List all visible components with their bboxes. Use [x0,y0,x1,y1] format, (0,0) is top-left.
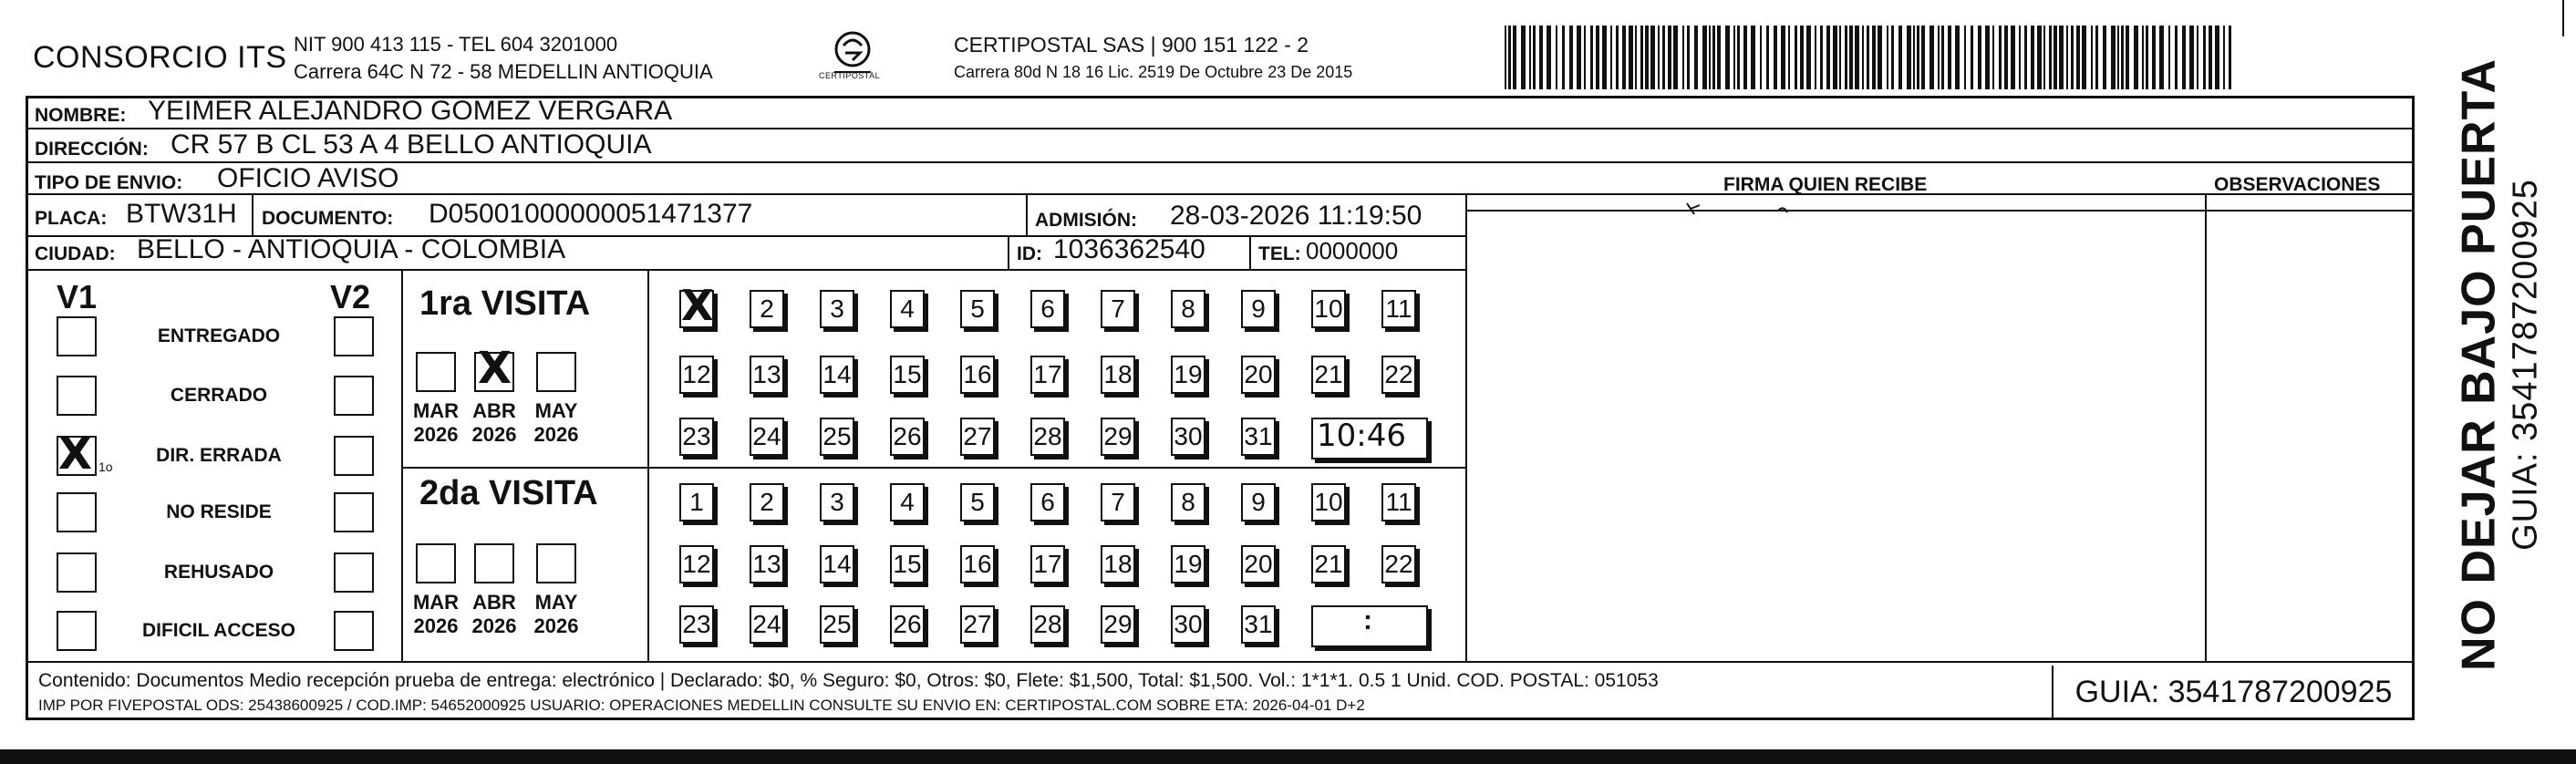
barcode-bar [1820,26,1823,89]
v1-day-box[interactable]: 11 [1381,290,1416,328]
v2-day-box[interactable]: 27 [960,605,995,644]
month-year: 2026 [413,614,459,637]
direccion-value: CR 57 B CL 53 A 4 BELLO ANTIOQUIA [171,129,652,160]
barcode-bar [1971,26,1973,89]
v1-day-box[interactable]: 4 [890,290,925,328]
barcode-bar [1533,26,1536,89]
id-label: ID: [1017,243,1042,264]
barcode-bar [1682,26,1684,89]
v2-day-box[interactable]: 6 [1030,483,1065,521]
direccion-label: DIRECCIÓN: [35,139,149,160]
v2-checkbox[interactable] [334,376,374,416]
barcode-bar [1539,26,1543,89]
barcode-bar [1992,26,1994,89]
v2-day-box[interactable]: 2 [750,483,784,521]
barcode-bar [1917,26,1919,89]
v1-checkbox[interactable] [57,611,97,651]
v2-day-box[interactable]: 7 [1101,483,1135,521]
v1-day-box[interactable]: 13 [750,356,784,394]
barcode-bar [1658,26,1660,89]
barcode-bar [2082,26,2086,89]
barcode-bar [1556,26,1557,89]
v1-checkbox[interactable] [57,552,97,593]
v1-mark-icon: X [58,428,93,480]
barcode-bar [1508,26,1511,89]
company-name: CONSORCIO ITS [33,40,287,75]
carrier-address: Carrera 80d N 18 16 Lic. 2519 De Octubre 23 De 2015 [954,63,1353,81]
v1-day-box[interactable]: 12 [679,356,714,394]
barcode-bar [2043,26,2045,89]
nombre-label: NOMBRE: [35,105,127,126]
placa-label: PLACA: [35,208,108,229]
v2-day-box[interactable]: 4 [890,483,925,521]
barcode-bar [1635,26,1637,89]
barcode-bar [1938,26,1940,89]
barcode-bar [1547,26,1551,89]
barcode-bar [2117,26,2119,89]
tel-label: TEL: [1258,243,1301,264]
barcode-bar [1645,26,1649,89]
month-mark-icon: X [478,343,512,394]
barcode-bar [1577,26,1581,89]
barcode-bar [1833,26,1837,89]
month-year: 2026 [533,614,579,637]
company-info [294,31,713,86]
v1-day-box[interactable]: 29 [1101,418,1135,456]
barcode-bar [1673,26,1678,89]
month-year: 2026 [413,423,459,446]
v1-day-box[interactable]: 15 [890,356,925,394]
barcode-bar [2142,26,2144,89]
barcode-bar [1978,26,1981,89]
v2-checkbox[interactable] [334,552,374,593]
logo-wordmark: CERTIPOSTAL [819,71,881,80]
month-year: 2026 [471,614,517,637]
barcode-bar [1610,26,1612,89]
barcode-bar [2209,26,2212,89]
barcode-bar [1941,26,1944,89]
barcode-bar [1781,26,1785,89]
v1-month-checkbox[interactable] [536,352,576,392]
v2-day-box[interactable]: 16 [960,545,995,583]
barcode-bar [2076,26,2080,89]
barcode-bar [1513,26,1516,89]
barcode-bar [1872,26,1876,89]
v2-day-box[interactable]: 15 [890,545,925,583]
v1-day-box[interactable]: 19 [1171,356,1205,394]
v2-day-box[interactable]: 28 [1030,605,1065,644]
status-label: REHUSADO [163,562,274,583]
v1-day-box[interactable]: 9 [1241,290,1276,328]
v2-day-box[interactable]: 9 [1241,483,1276,521]
v2-checkbox[interactable] [334,316,374,356]
v2-day-box[interactable]: 25 [820,605,854,644]
barcode-bar [1887,26,1888,89]
barcode-bar [1839,26,1841,89]
v1-day-box[interactable]: 18 [1101,356,1135,394]
barcode-bar [2182,26,2186,89]
barcode-bar [1622,26,1626,89]
v1-day-box[interactable]: 28 [1030,418,1065,456]
observaciones-header: OBSERVACIONES [2214,174,2381,195]
barcode-bar [2066,26,2068,89]
mark-suffix: 1o [98,459,113,474]
tipo-envio-label: TIPO DE ENVIO: [35,172,183,193]
day-mark-icon: X [681,281,714,330]
barcode-bar [2059,26,2064,89]
month-name: MAR [412,591,460,614]
v2-day-box[interactable]: 19 [1171,545,1205,583]
v2-day-box[interactable]: 17 [1030,545,1065,583]
barcode-bar [1985,26,1990,89]
placa-value: BTW31H [126,199,237,229]
v1-day-box[interactable]: 24 [750,418,784,456]
barcode-bar [1640,26,1643,89]
barcode-bar [2223,26,2225,89]
barcode-bar [2095,26,2098,89]
barcode-bar [1629,26,1633,89]
barcode-bar [1751,26,1755,89]
v1-month-label [527,399,585,447]
v1-day-box[interactable]: 26 [890,418,925,456]
v2-day-box[interactable]: 13 [750,545,784,583]
v2-month-label [407,591,465,638]
status-label: CERRADO [170,385,268,406]
v1-day-box[interactable]: 7 [1101,290,1135,328]
nombre-value: YEIMER ALEJANDRO GOMEZ VERGARA [148,96,673,126]
barcode-bar [1862,26,1864,89]
barcode-bar [2004,26,2008,89]
barcode-bar [1717,26,1721,89]
status-label: DIFICIL ACCESO [141,620,295,641]
barcode-bar [1712,26,1715,89]
v2-day-box[interactable]: 11 [1381,483,1416,521]
barcode-bar [2189,26,2194,89]
barcode-bar [2168,26,2170,89]
barcode-bar [1760,26,1762,89]
v2-day-box[interactable]: 3 [820,483,854,521]
barcode-bar [1709,26,1711,89]
barcode-bar [2054,26,2057,89]
v1-day-box[interactable]: 30 [1171,418,1205,456]
v1-day-box[interactable]: 14 [820,356,854,394]
v2-day-box[interactable]: 1 [679,483,714,521]
month-year: 2026 [471,423,517,446]
bottom-edge-bar [0,749,2576,764]
v2-month-checkbox[interactable] [416,543,456,583]
barcode-bar [1650,26,1655,89]
barcode-bar [1602,26,1607,89]
v1-day-box[interactable]: 23 [679,418,714,456]
v1-day-box[interactable]: 22 [1381,356,1416,394]
barcode-bar [1878,26,1882,89]
v1-month-label [407,399,465,447]
company-address: Carrera 64C N 72 - 58 MEDELLIN ANTIOQUIA [294,60,713,83]
status-label: DIR. ERRADA [156,445,282,466]
barcode-bar [1725,26,1730,89]
barcode-bar [1766,26,1769,89]
barcode-bar [1999,26,2002,89]
v1-day-box[interactable]: 25 [820,418,854,456]
v2-day-box[interactable]: 26 [890,605,925,644]
v2-day-box[interactable]: 30 [1171,605,1205,644]
barcode-bar [1806,26,1811,89]
signature-scribble-icon [1669,196,1815,223]
v1-day-box[interactable]: 20 [1241,356,1276,394]
v1-day-box[interactable]: 31 [1241,418,1276,456]
v2-day-box[interactable]: 14 [820,545,854,583]
barcode-bar [1867,26,1869,89]
documento-value: D05001000000051471377 [429,199,753,229]
barcode-bar [1921,26,1925,89]
barcode-bar [2111,26,2116,89]
ciudad-label: CIUDAD: [35,243,116,264]
side-warning-text: NO DEJAR BAJO PUERTA [2452,57,2506,672]
barcode-bar [2215,26,2219,89]
barcode-bar [2019,26,2021,89]
barcode-bar [2024,26,2027,89]
v1-day-box[interactable]: 16 [960,356,995,394]
v1-day-box[interactable]: 10 [1311,290,1346,328]
barcode-bar [2175,26,2178,89]
v2-time-placeholder: : [1363,605,1372,635]
v2-checkbox[interactable] [334,492,374,532]
imp-line: IMP POR FIVEPOSTAL ODS: 25438600925 / COD.IMP: 54652000925 USUARIO: OPERACIONES MEDELLIN CONSULTE SU ENVIO EN: CERTIPOSTAL.COM SOBRE ETA: 2026-04-01 D+2 [38,697,1365,714]
v1-day-box[interactable]: 3 [820,290,854,328]
v2-month-checkbox[interactable] [536,543,576,583]
barcode-bar [1800,26,1804,89]
v2-day-box[interactable]: 29 [1101,605,1135,644]
v2-checkbox[interactable] [334,436,374,476]
barcode-bar [1849,26,1853,89]
barcode-bar [2049,26,2052,89]
barcode-bar [1505,26,1506,89]
barcode-bar [1774,26,1777,89]
barcode-bar [1616,26,1619,89]
barcode-bar [1955,26,1960,89]
v2-day-box[interactable]: 12 [679,545,714,583]
v2-day-box[interactable]: 20 [1241,545,1276,583]
barcode-bar [1702,26,1707,89]
barcode-bar [2126,26,2129,89]
barcode-bar [2152,26,2156,89]
barcode-bar [1898,26,1902,89]
status-label: ENTREGADO [157,325,281,346]
v1-day-box[interactable]: 21 [1311,356,1346,394]
barcode-bar [1815,26,1816,89]
visit1-title: 1ra VISITA [419,284,591,323]
v2-month-label [465,591,523,638]
v1-day-box[interactable]: 8 [1171,290,1205,328]
month-name: MAY [534,399,578,422]
barcode-bar [1845,26,1847,89]
barcode-bar [1948,26,1951,89]
barcode-bar [1964,26,1966,89]
carrier-info [954,31,1352,86]
firma-header: FIRMA QUIEN RECIBE [1723,174,1928,195]
month-name: MAY [534,591,578,614]
barcode-bar [2229,26,2231,89]
company-nit: NIT 900 413 115 - TEL 604 3201000 [294,33,618,56]
month-name: MAR [412,399,460,422]
side-guia-text: GUIA: 3541787200925 [2506,179,2545,551]
v2-day-box[interactable]: 10 [1311,483,1346,521]
barcode-bar [1569,26,1573,89]
v1-checkbox[interactable] [57,376,97,416]
v1-day-box[interactable]: 2 [750,290,784,328]
barcode-bar [2203,26,2206,89]
ciudad-value: BELLO - ANTIOQUIA - COLOMBIA [137,234,566,264]
tel-value: 0000000 [1306,237,1399,264]
visit2-title: 2da VISITA [419,474,598,512]
barcode-bar [1891,26,1894,89]
contenido-line: Contenido: Documentos Medio recepción prueba de entrega: electrónico | Declarado: $0, % Seguro: $0, Otros: $0, Flete: $1,500, Total: $1,500. Vol.: 1*1*1. 0.5 1 Unid. COD. POSTAL: 051053 [38,670,1659,691]
v1-day-box[interactable]: 17 [1030,356,1065,394]
v1-month-checkbox[interactable] [416,352,456,392]
guia-number: GUIA: 3541787200925 [2052,666,2414,718]
admision-label: ADMISIÓN: [1035,210,1137,231]
v2-day-box[interactable]: 5 [960,483,995,521]
barcode-bar [1584,26,1586,89]
barcode-bar [2103,26,2106,89]
v1-time-written: 10:46 [1317,418,1406,454]
v2-header: V2 [330,278,371,315]
barcode-icon [1505,26,2234,89]
v2-day-box[interactable]: 23 [679,605,714,644]
v1-month-label [465,399,523,447]
month-name: ABR [472,399,516,422]
barcode-bar [2134,26,2138,89]
v1-checkbox[interactable] [57,492,97,532]
v2-day-box[interactable]: 22 [1381,545,1416,583]
barcode-bar [1662,26,1665,89]
barcode-bar [2071,26,2074,89]
admision-value: 28-03-2026 11:19:50 [1170,201,1422,231]
barcode-bar [1913,26,1915,89]
status-label: NO RESIDE [166,501,272,522]
v1-day-box[interactable]: 6 [1030,290,1065,328]
barcode-bar [2031,26,2034,89]
barcode-bar [2011,26,2015,89]
v1-header: V1 [57,278,98,315]
v2-day-box[interactable]: 21 [1311,545,1346,583]
barcode-bar [1529,26,1531,89]
v1-day-box[interactable]: 5 [960,290,995,328]
barcode-bar [1596,26,1599,89]
barcode-bar [1521,26,1526,89]
barcode-bar [1826,26,1830,89]
v2-day-box[interactable]: 24 [750,605,784,644]
month-year: 2026 [533,423,579,446]
v2-month-label [527,591,585,638]
v2-day-box[interactable]: 31 [1241,605,1276,644]
month-name: ABR [472,591,516,614]
carrier-name: CERTIPOSTAL SAS | 900 151 122 - 2 [954,33,1309,57]
barcode-bar [2121,26,2124,89]
barcode-bar [2146,26,2148,89]
barcode-bar [1737,26,1740,89]
v1-day-box[interactable]: 27 [960,418,995,456]
barcode-bar [1590,26,1593,89]
barcode-bar [1733,26,1735,89]
barcode-bar [1562,26,1565,89]
side-warning [2452,58,2546,671]
barcode-bar [1743,26,1747,89]
barcode-bar [2091,26,2093,89]
documento-label: DOCUMENTO: [262,208,394,229]
barcode-bar [2159,26,2164,89]
barcode-bar [1795,26,1797,89]
v2-day-box[interactable]: 18 [1101,545,1135,583]
barcode-bar [1694,26,1698,89]
barcode-bar [1855,26,1859,89]
barcode-bar [1788,26,1790,89]
barcode-bar [2037,26,2042,89]
v1-checkbox[interactable] [57,316,97,356]
barcode-bar [1687,26,1690,89]
barcode-bar [1929,26,1934,89]
tipo-envio-value: OFICIO AVISO [217,163,399,193]
barcode-bar [2197,26,2198,89]
barcode-bar [1668,26,1671,89]
v2-checkbox[interactable] [334,611,374,651]
v2-day-box[interactable]: 8 [1171,483,1205,521]
barcode-bar [1907,26,1911,89]
id-value: 1036362540 [1053,234,1205,264]
v2-month-checkbox[interactable] [474,543,514,583]
